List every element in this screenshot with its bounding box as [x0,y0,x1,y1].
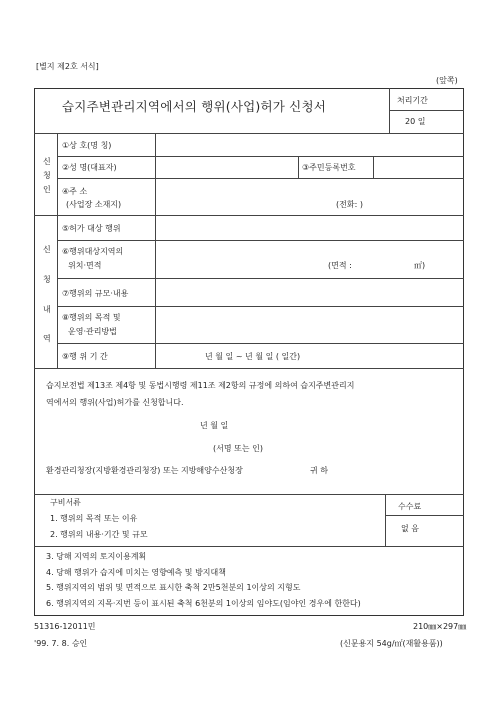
purpose-label-sub: 운영·관리방법 [68,327,117,336]
applicant-label-2: 청 [43,171,51,180]
signature-label: (서명 또는 인) [213,444,263,453]
processing-label: 처리기간 [397,96,428,105]
content-label-4: 역 [43,334,51,343]
paper-spec: (신문용지 54g/㎡(재활용품)) [340,639,443,648]
honorific: 귀 하 [310,466,328,475]
form-number: [별지 제2호 서식] [36,62,99,71]
content-label-2: 청 [43,275,51,284]
representative-label: ②성 명(대표자) [62,163,117,172]
fee-label: 수수료 [398,502,422,511]
documents-heading: 구비서류 [50,498,81,507]
declaration-line-1: 습지보전법 제13조 제4항 및 동법시행령 제11조 제2항의 규정에 의하여 습지주변관리지 [46,381,355,390]
area-unit: ㎡) [414,261,426,270]
addressee: 환경관리청장(지방환경관리청장) 또는 지방해양수산청장 [46,466,243,475]
phone-label: (전화: ) [336,200,363,209]
declaration-date: 년 월 일 [200,421,229,430]
applicant-label-3: 인 [43,185,51,194]
location-label-sub: 위치·면적 [68,261,102,270]
paper-size: 210㎜×297㎜ [413,622,467,631]
address-label-sub: (사업장 소재지) [66,200,122,209]
period-label: ⑨행 위 기 간 [62,352,108,361]
period-value: 년 월 일 ~ 년 월 일 ( 일간) [205,352,301,361]
document-item: 3. 당해 지역의 토지이용계획 [46,552,147,561]
document-item: 1. 행위의 목적 또는 이유 [50,514,138,523]
scale-label: ⑦행위의 규모·내용 [62,289,129,298]
permit-type-label: ⑤허가 대상 행위 [62,224,121,233]
area-label: (면적 : [328,261,352,270]
content-label-1: 신 [43,245,51,254]
fee-value: 없 음 [401,524,419,533]
form-title: 습지주변관리지역에서의 행위(사업)허가 신청서 [62,99,327,114]
content-label-3: 내 [43,305,51,314]
processing-value: 20 일 [405,117,426,126]
rrn-label: ③주민등록번호 [302,163,356,172]
location-label: ⑥행위대상지역의 [62,247,124,256]
applicant-label-1: 신 [43,157,51,166]
document-item: 4. 당해 행위가 습지에 미치는 영향예측 및 방지대책 [46,568,226,577]
document-item: 2. 행위의 내용·기간 및 규모 [50,530,148,539]
declaration-line-2: 역에서의 행위(사업)허가를 신청합니다. [46,398,184,407]
address-label: ④주 소 [62,187,88,196]
form-code: 51316-12011민 [34,622,96,631]
document-item: 5. 행위지역의 범위 및 면적으로 표시한 축척 2만5천분의 1이상의 지형도 [46,583,301,592]
document-item: 6. 행위지역의 지목·지번 등이 표시된 축척 6천분의 1이상의 임야도(임야인 경우에 한한다) [46,599,361,608]
approval-date: '99. 7. 8. 승인 [34,639,88,648]
page-side: (앞쪽) [436,76,458,85]
name-label: ①상 호(명 칭) [62,141,112,150]
purpose-label: ⑧행위의 목적 및 [62,313,121,322]
